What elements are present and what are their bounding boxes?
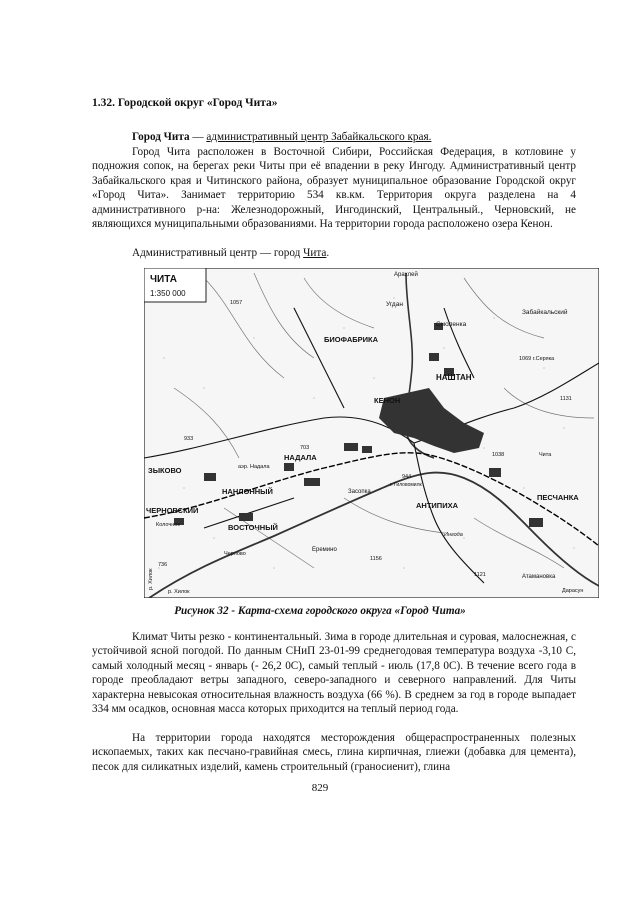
map-label-1131: 1131 (560, 396, 572, 402)
map-label-chita-st: Чита (539, 452, 552, 458)
map-label-1057: 1057 (230, 300, 243, 306)
map-label-nanlonny: НАНЛОННЫЙ (222, 487, 273, 496)
map-label-1121: 1121 (474, 572, 486, 578)
paragraph-climate (92, 630, 576, 716)
map-label-736: 736 (158, 562, 168, 568)
map-label-arahley: Арахлей (394, 272, 418, 278)
map-label-zykovo: ЗЫКОВО (148, 466, 182, 475)
map-label-nashtan: НАШТАН (436, 373, 472, 382)
map-label-smolenka: Смоленка (436, 321, 467, 328)
map-label-aero-nadala: аэр. Надала (238, 464, 270, 470)
map-label-nadala: НАДАЛА (284, 453, 317, 462)
map-label-kolochnoe: Колочное (156, 522, 181, 528)
map-label-1156: 1156 (370, 556, 382, 562)
map-label-hilok-1: р. Хилок (148, 568, 154, 590)
section-heading: 1.32. Городской округ «Город Чита» (92, 97, 278, 109)
intro-bold: Город Чита (132, 131, 190, 143)
admin-center-link[interactable]: Чита (303, 247, 327, 259)
paragraph-minerals (92, 731, 576, 774)
map-label-kenon: КЕНОН (374, 396, 401, 405)
map-label-zabaykalsky: Забайкальский (522, 309, 568, 316)
intro-dash: — (189, 131, 207, 143)
admin-center-suffix: . (326, 247, 330, 259)
map-label-ugdan: Угдан (386, 301, 403, 308)
paragraph-minerals-text: На территории города находятся месторождения общераспространенных полезных ископаемых, таких как песчано-гравийная смесь, глина кирпичная, глиежи (добавка для цемента), песок для силикатных изделий, камень строительный (граносиенит), глина (92, 732, 576, 773)
map-label-seryaka: 1069 г.Серяка (519, 356, 555, 362)
city-map (144, 268, 599, 598)
admin-center-prefix: Административный центр — город (132, 247, 304, 259)
map-label-darasun: Дарасун (562, 588, 584, 594)
map-label-atamanovka: Атамановка (522, 574, 556, 580)
figure-caption: Рисунок 32 - Карта-схема городского округа «Город Чита» (174, 605, 466, 617)
paragraph-climate-text: Климат Читы резко - континентальный. Зима в городе длительная и суровая, малоснежная, с устойчивой ясной погодой. По данным СНиП 23-01-99 среднегодовая температура воздуха -3,10 С, самый холодный месяц - январь (- 26,2 0С), самый теплый - июль (17,8 0С). В течение всего года в городе преобладают ветры западного, северо-западного и северного направлений. Для Читы характерна невысокая относительная влажность воздуха (66 %). В среднем за год в городе выпадает 334 мм осадков, основная масса которых приходится на теплый период года. (92, 631, 576, 716)
paragraph-location-text: Город Чита расположен в Восточной Сибири, Российская Федерация, в котловине у подножия сопок, на берегах реки Читы при её впадении в реку Ингоду. Административный центр Забайкальского края и Читинского района, образует муниципальное образование Городской округ «Город Чита». Занимает территорию 534 кв.км. Территория округа разделена на 4 административного р-на: Железнодорожный, Ингодинский, Центральный., Черновский, не являющихся муниципальными образованиями. На территории города расположено озера Кенон. (92, 146, 576, 231)
map-title: ЧИТА (150, 274, 177, 285)
map-label-antipiha: АНТИПИХА (416, 501, 459, 510)
map-label-zasopka: Засопка (348, 489, 371, 495)
map-svg (144, 268, 599, 598)
paragraph-admin-center (92, 246, 576, 260)
intro-line (132, 131, 431, 143)
map-label-hilok-2: р. Хилок (168, 589, 190, 595)
map-label-703: 703 (300, 445, 310, 451)
map-label-vostochny: ВОСТОЧНЫЙ (228, 523, 278, 532)
map-label-1038: 1038 (492, 452, 505, 458)
paragraph-location (92, 145, 576, 231)
map-label-chernovo: Черново (224, 551, 246, 557)
page-number: 829 (311, 782, 329, 794)
map-label-eremino: Еремино (312, 547, 337, 553)
map-label-gilovomilk: г. Гиловомилк (390, 482, 422, 488)
map-label-chernovsky: ЧЕРНОВСКИЙ (146, 506, 199, 515)
map-label-ingoda: Ингода (444, 532, 463, 538)
intro-link[interactable]: административный центр Забайкальского края. (206, 131, 432, 143)
map-scale: 1:350 000 (150, 289, 186, 298)
map-label-944: 944 (402, 474, 412, 480)
map-label-933: 933 (184, 436, 194, 442)
map-label-biofabrika: БИОФАБРИКА (324, 335, 379, 344)
map-label-peschanka: ПЕСЧАНКА (537, 493, 579, 502)
